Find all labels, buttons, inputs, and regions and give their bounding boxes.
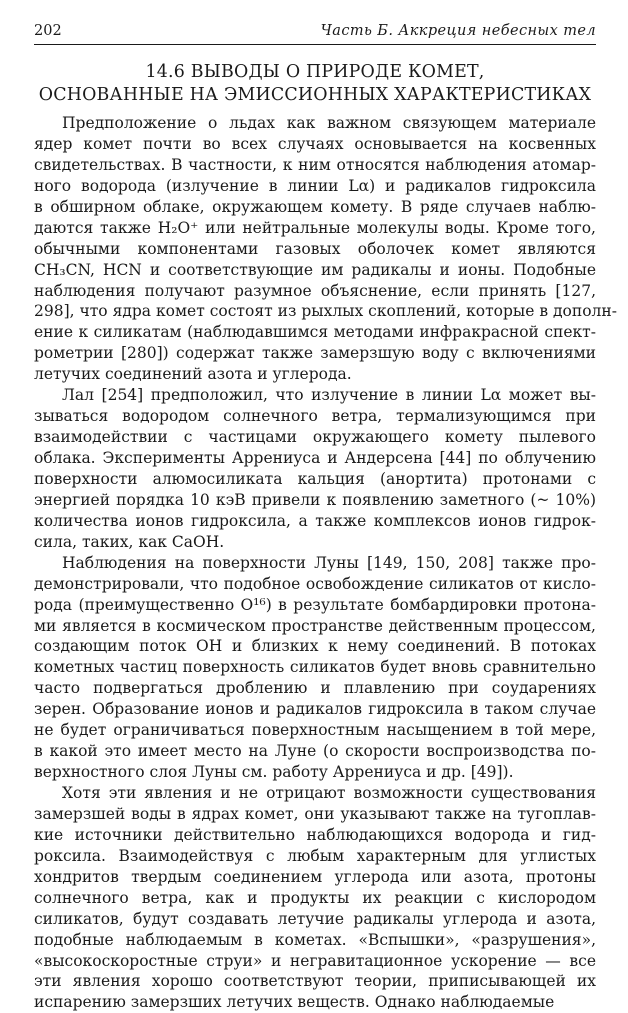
text-line: ми является в космическом пространстве действенным процессом, bbox=[34, 616, 596, 635]
page-number: 202 bbox=[34, 23, 62, 39]
text-line: зерен. Образование ионов и радикалов гидроксила в таком случае bbox=[34, 700, 596, 719]
text-line: количества ионов гидроксила, а также комплексов ионов гидрок- bbox=[34, 511, 596, 530]
running-header bbox=[34, 22, 596, 45]
text-line: энергией порядка 10 кэВ привели к появлению заметного (~ 10%) bbox=[34, 490, 596, 509]
text-line: кометных частиц поверхность силикатов будет вновь сравнительно bbox=[34, 658, 596, 677]
paragraph bbox=[34, 783, 596, 1013]
text-line: рометрии [280]) содержат также замерзшую воду с включениями bbox=[34, 344, 596, 363]
text-line: «высокоскоростные струи» и негравитационное ускорение — все bbox=[34, 951, 596, 970]
text-line: в какой это имеет место на Луне (о скорости воспроизводства по- bbox=[34, 742, 596, 761]
text-line: роксила. Взаимодействуя с любым характерным для углистых bbox=[34, 846, 596, 865]
text-line: солнечного ветра, как и продукты их реакции с кислородом bbox=[34, 888, 596, 907]
text-line: ного водорода (излучение в линии Lα) и радикалов гидроксила bbox=[34, 176, 596, 195]
text-line: рода (преимущественно O¹⁶) в результате бомбардировки протона- bbox=[34, 595, 596, 614]
text-line: сила, таких, как CaOH. bbox=[34, 532, 225, 551]
text-line: взаимодействии с частицами окружающего комету пылевого bbox=[34, 428, 596, 447]
body-text bbox=[34, 113, 617, 1013]
section-heading-line: ОСНОВАННЫЕ НА ЭМИССИОННЫХ ХАРАКТЕРИСТИКАХ bbox=[38, 85, 592, 105]
text-line: ение к силикатам (наблюдавшимся методами инфракрасной спект- bbox=[34, 323, 596, 342]
book-page bbox=[34, 22, 617, 1013]
text-line: облака. Эксперименты Аррениуса и Андерсена [44] по облучению bbox=[34, 449, 596, 467]
text-line: в обширном облаке, окружающем комету. В ряде случаев наблю- bbox=[34, 197, 596, 216]
text-line: Лал [254] предположил, что излучение в линии Lα может вы- bbox=[62, 386, 596, 405]
text-line: хондритов твердым соединением углерода или азота, протоны bbox=[34, 867, 596, 886]
section-heading bbox=[34, 61, 596, 107]
paragraph bbox=[34, 113, 617, 385]
text-line: наблюдения получают разумное объяснение, если принять [127, bbox=[34, 281, 596, 300]
text-line: летучих соединений азота и углерода. bbox=[34, 365, 352, 384]
text-line: обычными компонентами газовых оболочек комет являются bbox=[34, 239, 596, 258]
text-line: даются также H₂O⁺ или нейтральные молекулы воды. Кроме того, bbox=[34, 218, 596, 237]
paragraph bbox=[34, 553, 596, 783]
section-heading-line: 14.6 ВЫВОДЫ О ПРИРОДЕ КОМЕТ, bbox=[145, 62, 485, 82]
running-title: Часть Б. Аккреция небесных тел bbox=[320, 23, 596, 39]
text-line: 298], что ядра комет состоят из рыхлых скоплений, которые в дополн- bbox=[34, 302, 617, 321]
text-line: ядер комет почти во всех случаях основывается на косвенных bbox=[34, 134, 596, 153]
text-line: силикатов, будут создавать летучие радикалы углерода и азота, bbox=[34, 909, 596, 928]
text-line: зываться водородом солнечного ветра, термализующимся при bbox=[34, 407, 596, 426]
text-line: демонстрировали, что подобное освобождение силикатов от кисло- bbox=[34, 574, 596, 593]
text-line: эти явления хорошо соответствуют теории, приписывающей их bbox=[34, 972, 596, 991]
paragraph bbox=[34, 385, 596, 553]
text-line: подобные наблюдаемым в кометах. «Вспышки», «разрушения», bbox=[34, 930, 596, 949]
text-line: испарению замерзших летучих веществ. Однако наблюдаемые bbox=[34, 993, 555, 1012]
text-line: поверхности алюмосиликата кальция (анортита) протонами с bbox=[34, 469, 596, 488]
text-line: создающим поток OH и близких к нему соединений. В потоках bbox=[34, 637, 596, 656]
text-line: кие источники действительно наблюдающихся водорода и гид- bbox=[34, 825, 596, 844]
text-line: свидетельствах. В частности, к ним относятся наблюдения атомар- bbox=[34, 155, 596, 174]
text-line: Хотя эти явления и не отрицают возможности существования bbox=[62, 784, 596, 802]
text-line: Наблюдения на поверхности Луны [149, 150, 208] также про- bbox=[62, 553, 596, 572]
text-line: CH₃CN, HCN и соответствующие им радикалы и ионы. Подобные bbox=[34, 260, 596, 279]
text-line: часто подвергаться дроблению и плавлению при соударениях bbox=[34, 679, 596, 698]
text-line: не будет ограничиваться поверхностным насыщением в той мере, bbox=[34, 721, 596, 740]
text-line: замерзшей воды в ядрах комет, они указывают также на тугоплав- bbox=[34, 804, 596, 823]
text-line: верхностного слоя Луны см. работу Аррениуса и др. [49]). bbox=[34, 763, 514, 782]
text-line: Предположение о льдах как важном связующем материале bbox=[62, 114, 596, 132]
